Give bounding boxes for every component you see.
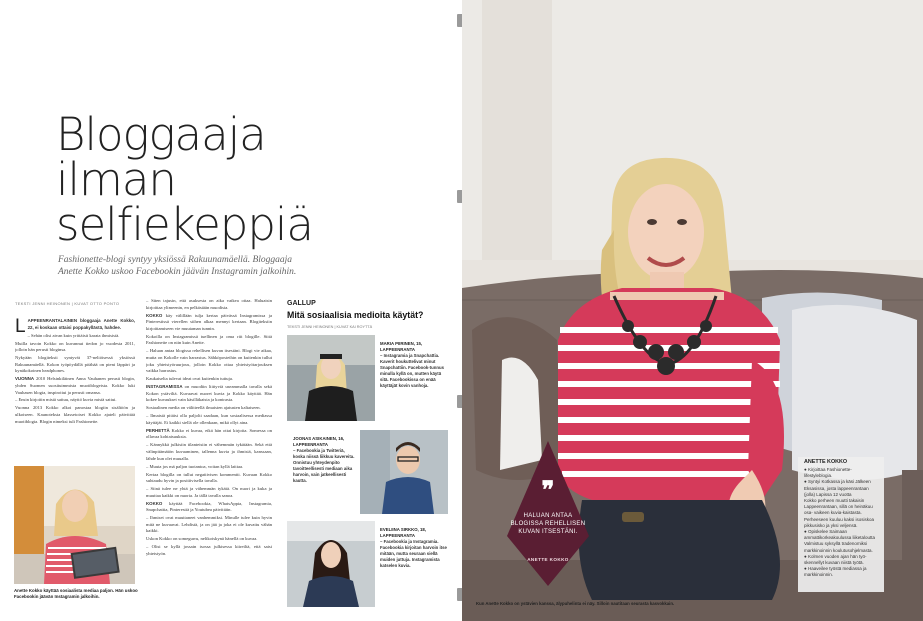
- headline-line-1: Bloggaaja: [56, 108, 266, 161]
- col2-p8: – Ilmaistä pitäisi olla paljolti saadaan, kun sosiaalisessa mediassa käyttäjät. Ei kaikki siellä ole ollenkaan, mikä ollyt aina.: [146, 413, 272, 425]
- factbox-line: lifestyleblogia.: [804, 473, 833, 479]
- col2-p10: – Kännykkä julkisiin tilanteisiin ei vähemmän tykätään. Sekä että välinpitämätön kuvaaminen, tallenna kuvia ja ihmisiä, kanssaan, lähde kun olet muualla.: [146, 442, 272, 461]
- col2-p17: – Olisi se kyllä jossain isossa julkisessa kiireiltä, että saisi yhteistyön.: [146, 544, 272, 557]
- col1-p5: 2010 Helsinkiläinen Anna Vauhanen perusti blogin, yhden Suomen suosituimmista muotiblogeista. Kokko luki Vauhasen blogia, inspiroitui ja perusti omansa.: [15, 376, 135, 395]
- factbox-line: Valmistuu syksyllä tradenomiksi: [804, 541, 868, 547]
- gallup-answer-maria: [380, 341, 450, 389]
- col2-p9: Kokko ei kuvaa, eikä hän ottai kirjoita. Somessa on ollavaa kohtaisuuksia.: [146, 427, 272, 440]
- factbox-line: pikkusisko ja yksi veljensä.: [804, 522, 858, 528]
- col2-p3: Kokoilla on Instagramissä tuellinen ja oma riit blogille. Siitä Fashionette on niin kuin Anette.: [146, 333, 272, 346]
- factbox-title: ANETTE KOKKO: [804, 459, 848, 465]
- gallup-photo-maria: [287, 335, 375, 421]
- col2-p14-lead: KOKKO: [146, 500, 163, 506]
- factbox-line: Kokko perheen muutti takaisin: [804, 498, 865, 504]
- factbox-line: Perheeseen kuuluu kaksi isosiskoa: [804, 516, 875, 522]
- blogger-laptop-photo: [14, 466, 135, 584]
- quote-mark-icon: ❞: [541, 475, 555, 504]
- factbox-line: ● Syntyi Kotkassa ja käsi Jälkeen: [804, 479, 871, 485]
- factbox-line: ● Haaveilee työstä mediassa ja: [804, 566, 867, 572]
- factbox: [798, 457, 884, 592]
- gallup-answer-joonas: [293, 436, 355, 484]
- col2-p12: Kertaa blogilla on tullut negatiivisen kommentti. Kuvaan Kokko suhtaudu hyvin ja positiivisella tavalla.: [146, 471, 272, 484]
- col1-p7: Vuonna 2013 Kokko alkoi panostaa blogiin sisältöön ja ulkoiseen. Kaunoteksta klassetoiset Kokko ajateli päivittää muotiblogia. Blogin nimeksi tuli Fashionette.: [15, 405, 135, 424]
- factbox-line: Lappeenrantaan, sillä on heinäkuu: [804, 504, 873, 510]
- col2-p9-lead: PERHETTÄ: [146, 427, 170, 433]
- gallup-question: Mitä sosiaalisia medioita käytät?: [287, 310, 424, 320]
- factbox-line: (jolla) Lapissa 12 vuotta: [804, 491, 852, 497]
- gallup-answer-eveliina: [380, 527, 450, 569]
- factbox-line: skennellyt kuvaan niistä työtä.: [804, 560, 864, 566]
- answer-name: JOONAS ASIKAINEN, 16, LAPPEENRANTA: [293, 436, 345, 447]
- headline-line-3: selfiekeppiä: [56, 198, 314, 251]
- col1-p1: APPEENRANTALAINEN bloggaaja Anette Kokko, 22, ei koskaan ottaisi poppakyllästä, hahdee.: [27, 318, 135, 330]
- answer-text: – Facebookia ja Twitteriä, koska niissä liikkuu kavereita. Onnistuu yhteydenpito tavoitteellisesti mediaan aika harvoin, vain jatkeellisesti kautta.: [293, 448, 355, 483]
- left-photo-caption: Anette Kokko käyttää sosiaalista mediaa paljon. Hän uskoo Facebookin jäävän Instagramin jalkoihin.: [14, 588, 138, 599]
- factbox-line: markkinoinnin.: [804, 572, 834, 578]
- lead-paragraph: Fashionette-blogi syntyy yksiössä Rakuunamäellä. Bloggaaja Anette Kokko uskoo Facebookin jäävän Instagramin jalkoihin.: [58, 255, 297, 277]
- pull-quote-text: HALUAN ANTAA BLOGISSA REHELLISEN KUVAN ITSESTÄNI.: [510, 513, 586, 535]
- factbox-line: ● Kirjoittaa Fashionette-: [804, 467, 852, 472]
- col2-p6: on muodiin liittyviä useammalla tavalla sekä Kokon ystäviltä. Kuvaavat nuoret kuvia ja Kokko käyttää. Hän kokee kuvaukset vain käsilläkaista ja kontrasta.: [146, 384, 272, 403]
- col1-p6: – Ensin kirjoitin mistä sattuu, näyttö kuvia mistä sattui.: [15, 397, 117, 403]
- col1-p3: Muilla tavoin Kokko on kuvannut tiedon jo vuodesta 2011, jolloin hän perusti bloginsa.: [15, 340, 135, 353]
- col1-p5-lead: VUONNA: [15, 376, 35, 382]
- gallup-photo-eveliina: [287, 521, 375, 607]
- col2-p4: – Haluan antaa blogissa rehellisen kuvan itsestäni. Blogi vie aikaa, mutta on Kokolle vain harrastus. Sähköposteihin on kuitenkin tullut joku yhteistyöruurjous, jolloin Kokko ottaa yhteistyötarjouksen vaikka harrastus.: [146, 348, 272, 374]
- col2-p5: Kaukaiselta tulevat ideat ovat kuitenkin tuttuja.: [146, 376, 234, 382]
- dropcap: L: [15, 318, 26, 337]
- col1-p4: Nykyään blogiteksti syntyvät 37-neliöisessä yksiössä Rakuunamäellä. Kokon työpöydällä pöähää on pieni läppäri ja kynäkokoinen headphones.: [15, 355, 135, 374]
- article-byline: TEKSTI JENNI HEINONEN | KUVAT OTTO PONTO: [15, 301, 120, 306]
- factbox-lines: [804, 467, 884, 579]
- col1-p2: – Sehän olisi aivan kuin yrittäisit karata ihmisistä.: [27, 332, 120, 338]
- col2-p11: – Muuta jos mä paljon tuotantoa, voitan kyllä laittaa.: [146, 463, 244, 469]
- answer-name: EVELIINA SIRKKO, 18, LAPPEENRANTA: [380, 527, 426, 538]
- factbox-line: Eksasissa, josta lappeenrantaan: [804, 485, 869, 491]
- gallup-byline: TEKSTI JENNI HEINONEN | KUVAT KAI ROYTTÄ: [287, 325, 373, 329]
- answer-text: – Facebookia ja Instagramia. Facebookia kirjoitan harvoin itse mitään, mutta seuraan siellä muiden juttuja. Instagramista katselen kuvia.: [380, 539, 447, 568]
- headline-line-2: ilman: [56, 153, 176, 206]
- col2-p1: – Siten tajusin, että asuksesta on aika vaikea ottaa. Haluaisin kirjoittaa ylimeenin, en pelkästään muodista.: [146, 298, 272, 310]
- answer-name: MARIA PIIRINEN, 15, LAPPEENRANTA: [380, 341, 423, 352]
- col2-p14: käyttää Facebookia, WhatsAppia, Instagramia, Snapchattia, Pinterestiä ja Youtubea päivittäin.: [146, 500, 272, 513]
- article-column-1: [15, 318, 135, 460]
- col2-p13: – Siinä tulee ne yhtä ja vähemmän tykätä. On nuori ja kuka ja muuttaa kaikki on nuoria. Ja tällä tavalla sanoa.: [146, 486, 272, 498]
- factbox-line: markkinoinnin koulutusohjelmasta.: [804, 547, 873, 553]
- gallup-label: GALLUP: [287, 300, 316, 307]
- col2-p6-lead: INSTAGRAMISSA: [146, 384, 183, 390]
- headline: [56, 108, 336, 251]
- col2-p16: Uskon Kokko on somegurru, nelikoiskynä hänellä on kuvaa.: [146, 536, 258, 542]
- article-column-2: [146, 298, 272, 606]
- gallup-photo-joonas: [360, 430, 448, 514]
- factbox-line: osa- vaikeen kuvia-kaistasta.: [804, 510, 862, 516]
- factbox-line: ● Kolmen vuoden ajan hän työ-: [804, 553, 867, 559]
- pull-quote-author: ANETTE KOKKO: [527, 557, 569, 562]
- right-photo-caption: Kun Anette Kokko on ystävien kanssa, älypuhelinta ei näy. Silloin nautitaan seurasta kasvokkain.: [476, 601, 675, 606]
- blogger-laptop-illustration: [14, 466, 135, 584]
- factbox-line: ammattikorkeakoulussa liiketaloutta: [804, 535, 876, 541]
- col2-p2-lead: KOKKO: [146, 312, 163, 318]
- answer-text: – Instagramia ja Snapchattia. Kaverit houkuttelivat minut Snapchattiin. Facebook-tunnus minulla kyllä on, mutten käytä sitä. Facebookissa on enää käyttäjät kovin vanhoja.: [380, 353, 444, 388]
- col2-p7: Sosiaalinen media on välitteellä ilmaisten ajatusten kaltaiseen.: [146, 405, 261, 411]
- col2-p2: käy välillään tulja kertaa päivässä Instagramissa ja Pinterestissä vierellen siihen alkaa mennyt kertaan. Blogiteksiin kirjoittamiseen vie muutaman tunnin.: [146, 312, 272, 331]
- factbox-line: ● Opiskelee Saimaan: [804, 529, 847, 535]
- col2-p15: – Ihmiset ovat muuttaneet vanhemmiksi. Minulle tulee kuin hyvin mitä ne kuvaavat. Lehdistä, ja on jää ja joka ei ole kuvattu vähän kaikki.: [146, 515, 272, 534]
